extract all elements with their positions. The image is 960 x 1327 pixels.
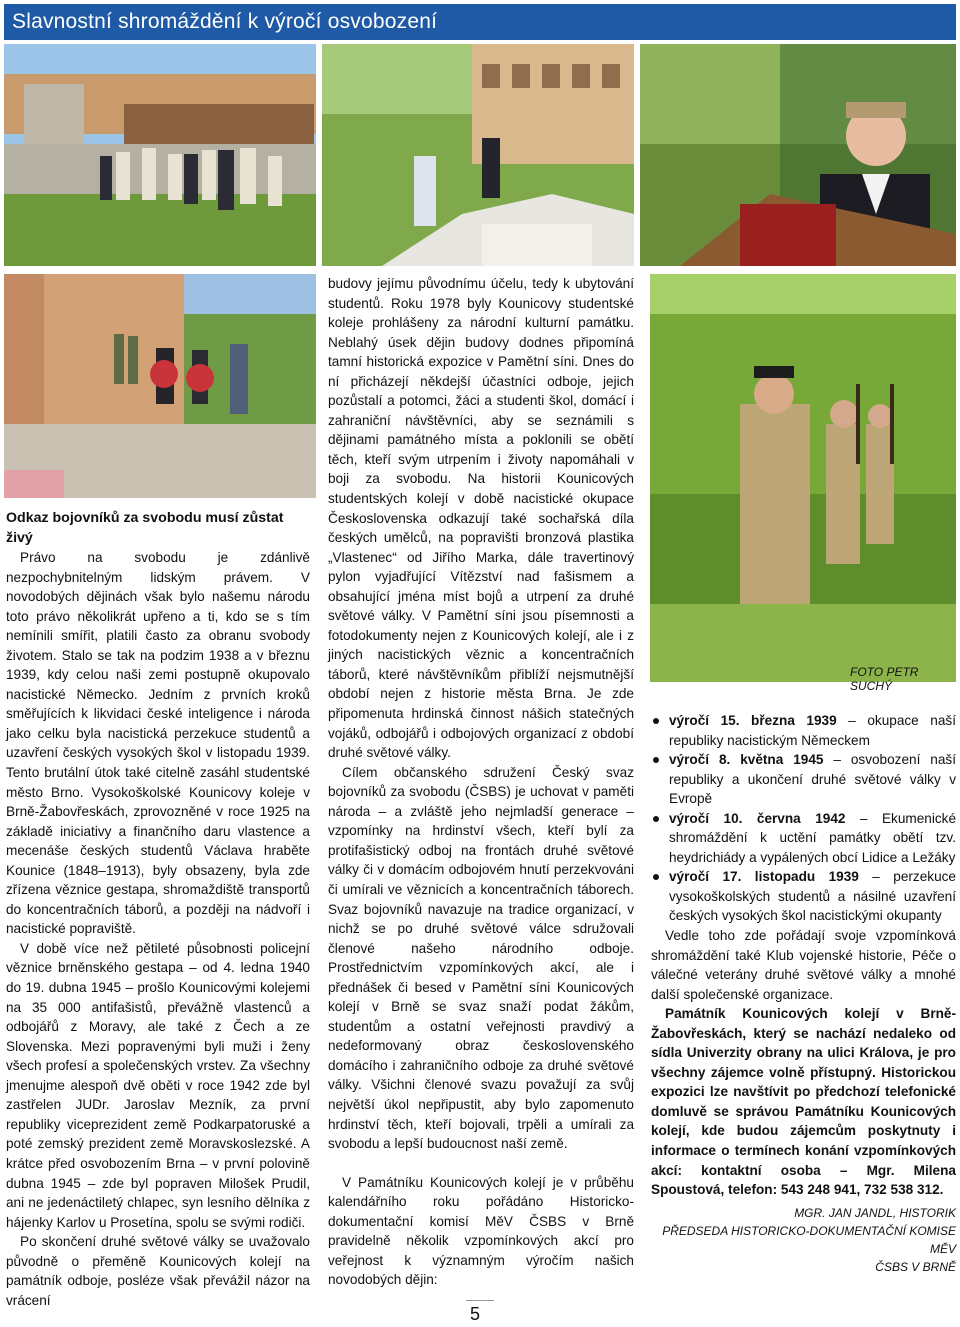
photo-speaker bbox=[640, 44, 956, 266]
signature bbox=[651, 1204, 956, 1276]
article-column-3 bbox=[651, 711, 956, 1276]
paragraph: Cílem občanského sdružení Český svaz bojovníků za svobodu (ČSBS) je uchovat v paměti národa – a zvláště jeho nejmladší generace – vzpomínky na hrdinství všech, kteří bylí za protifašistický odboj na frontách druhé světové války či v domácím odbojovém hnutí perzekvováni či umírali ve věznicích a koncentračních táborech. Svaz bojovníků navazuje na tradice organizací, v nichž se po druhé světové válce sdružovali členové našeho národního odboje. Prostřednictvím vzpomínkových akcí, ale i přednášek či besed v Pamětní síni Kounicových kolejí v Brně se svaz snaží podat žákům, studentům a ostatní veřejnosti pravdivý a nedeformovaný obraz československého domácího i zahraničního odboje za druhé světové války. Všichni členové svazu považují za svůj největší úkol nepřipustit, aby bylo zapomenuto hrdinství těch, kteří bojovali, trpěli a umírali za svobodu a lepší budoucnost naší země. bbox=[328, 764, 634, 1152]
paragraph: Po skončení druhé světové války se uvažovalo původně o přeměně Kounicových kolejí na památník odboje, posléze však převážil názor na vrácení bbox=[6, 1234, 310, 1308]
event-lead: výročí 8. května 1945 bbox=[669, 752, 824, 768]
photo-soldiers-march bbox=[650, 274, 956, 682]
list-item bbox=[651, 711, 956, 750]
photo-walk-to-memorial bbox=[322, 44, 634, 266]
paragraph: Vedle toho zde pořádají svoje vzpomínková shromáždění také Klub vojenské historie, Péče o válečné veterány druhé světové války a mnohé další společenské organizace. bbox=[651, 928, 956, 1002]
article-column-2 bbox=[328, 274, 634, 1290]
list-item bbox=[651, 750, 956, 809]
photo-group-memorial bbox=[4, 44, 316, 266]
event-text: – osvobození naší republiky a ukončení druhé světové války v Evropě bbox=[669, 752, 956, 807]
event-lead: výročí 15. března 1939 bbox=[669, 713, 837, 728]
article-column-1 bbox=[6, 508, 310, 1310]
paragraph: V době více než pětileté působnosti policejní věznice brněnského gestapa – od 4. ledna 1940 do 19. dubna 1945 – prošlo Kounicovými kolejemi na 35 000 antifašistů, převážně vlastenců a odbojářů z Moravy, ale také z Čech a ze Slovenska. Mezi popravenými byli muži i ženy všech profesí a společenských vrstev. Za všechny jmenujme alespoň dvě oběti v roce 1942 zde byl zastřelen JUDr. Jaroslav Mezník, za první republiky viceprezident země Podkarpatoruské a poté zemský prezident země Moravskoslezské. A krátce před osvobozením Brna – v první polovině dubna 1945 – zde byl popraven Milošek Prudil, ani ne jedenáctiletý chlapec, syn lesního dělníka z hájenky Karlov u Prosetína, spolu se svými rodiči. bbox=[6, 940, 310, 1230]
contact-info: Památník Kounicových kolejí v Brně-Žabovřeskách, který se nachází nedaleko od sídla Univerzity obrany na ulici Králova, je pro všechny zájemce volně přístupný. Historickou expozici lze navštívit po předchozí telefonické domluvě se správou Památníku Kounicových kolejí, kde budou zájemcům poskytnuty i informace o termínech konání vzpomínkových akcí: kontaktní osoba – Mgr. Milena Spoustová, telefon: 543 248 941, 732 538 312. bbox=[651, 1006, 956, 1198]
paragraph: Právo na svobodu je zdánlivě nezpochybnitelným lidským právem. V novodobých dějinách však bylo našemu národu toto právo několikrát upřeno a ti, kdo se s tím nemínili smířit, platili často za obranu svobody životem. Stalo se tak na podzim 1938 a v březnu 1939, kdy celou naši zemi postupně okupovalo nacistické Německo. Jedním z prvních kroků směřujících k likvidaci české inteligence i národa jako celku byla nacistická perzekuce studentů a uzavření českých vysokých škol v listopadu 1939. Tento brutální útok také citelně zasáhl studentské město Brno. Vysokoškolské Kounicovy koleje v Brně-Žabovřeskách, zprovozněné v roce 1925 na základě iniciativy a finančního daru vlastence a mecenáše českých studentů Václava hraběte Kounice (1848–1913), byly obsazeny, byla zde zřízena věznice gestapa, shromaždiště transportů do koncentračních táborů, a později na nádvoří i nacistické popraviště. bbox=[6, 550, 310, 937]
list-item bbox=[651, 867, 956, 926]
page-number: 5 bbox=[470, 1304, 481, 1324]
page-title: Slavnostní shromáždění k výročí osvobození bbox=[12, 10, 438, 33]
event-text: – okupace naší republiky nacistickým Německem bbox=[669, 713, 956, 748]
photo-credit: FOTO PETR SUCHÝ bbox=[850, 665, 919, 693]
signature-line: PŘEDSEDA HISTORICKO-DOKUMENTAČNÍ KOMISE MĚV bbox=[662, 1223, 956, 1256]
paragraph: V Památníku Kounicových kolejí je v průběhu kalendářního roku pořádáno Historicko-dokumentační komisí MěV ČSBS v Brně pravidelně několik vzpomínkových akcí pro veřejnost k významným výročím našich novodobých dějin: bbox=[328, 1174, 634, 1288]
page-number-rule bbox=[466, 1300, 494, 1301]
list-item bbox=[651, 809, 956, 868]
event-text: – Ekumenické shromáždění k uctění památky obětí tzv. heydrichiády a vypálených obcí Lidice a Ležáky bbox=[669, 810, 957, 865]
signature-line: MGR. JAN JANDL, HISTORIK bbox=[794, 1205, 956, 1220]
event-lead: výročí 17. listopadu 1939 bbox=[669, 869, 859, 885]
paragraph: budovy jejímu původnímu účelu, tedy k ubytování studentů. Roku 1978 byly Kounicovy studentské koleje prohlášeny za národní kulturní památku. Neblahý úsek dějin budovy dodnes připomíná tamní historická expozice v Pamětní síni. Dnes do ní přicházejí někdejší účastníci odboje, jejich pozůstalí a potomci, žáci a studenti škol, domácí i zahraniční návštěvníci, aby se seznámili s dějinami památného místa a poklonili se obětí těch, kteří svým utrpením i životy napomáhali v boji za svobodu. Na historii Kounicových studentských kolejí v době nacistické okupace Československa odkazují také sochařská díla českých umělců, na popravišti bronzová plastika „Vlastenec“ od Jiřího Marka, dále travertinový pylon vyjadřující Vítězství nad fašismem a obsahující jména míst bojů a utrpení za druhé světové války. V Pamětní síni jsou písemnosti a fotodokumenty nejen z Kounicových kolejí, ale i z jiných nacistických věznic a koncentračních táborů, které návštěvníkům přiblíží nejsmutnější období nejen z historie města Brna. Je zde připomenuta hrdinská činnost nášich statečných vojáků, odbojářů i odbojových organizací z období druhé světové války. bbox=[328, 276, 634, 761]
article-heading: Odkaz bojovníků za svobodu musí zůstat živý bbox=[6, 510, 284, 546]
anniversary-list bbox=[651, 711, 956, 926]
photo-wreath-laying bbox=[4, 274, 316, 498]
event-text: – perzekuce vysokoškolských studentů a násilné uzavření českých vysokých škol nacistickými okupanty bbox=[669, 869, 956, 924]
signature-line: ČSBS V BRNĚ bbox=[875, 1259, 956, 1274]
event-lead: výročí 10. června 1942 bbox=[669, 810, 846, 826]
title-banner bbox=[4, 4, 956, 40]
